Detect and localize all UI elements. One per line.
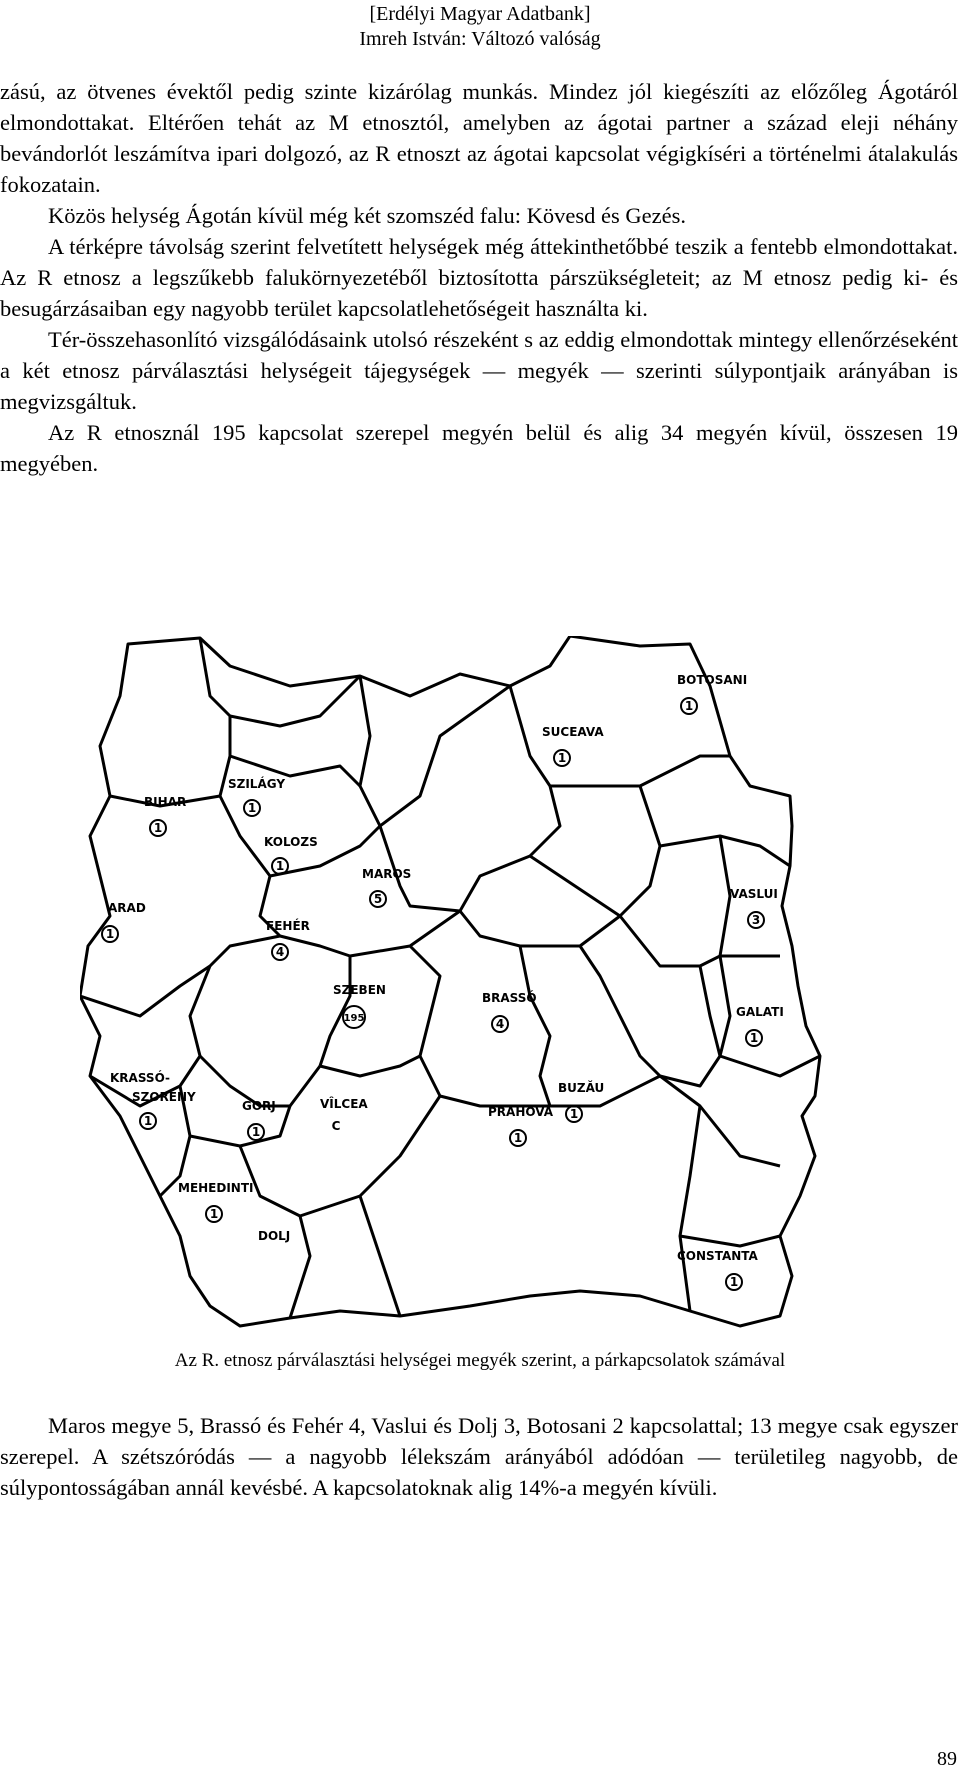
county-count: 1 (684, 699, 694, 713)
page-header (0, 0, 960, 52)
county-label: GORJ (242, 1099, 276, 1113)
county-count: 1 (749, 1031, 759, 1045)
county-count: 1 (209, 1207, 219, 1221)
county-count: C (331, 1119, 341, 1133)
county-label: SZORÉNY (132, 1090, 196, 1104)
county-label: BIHAR (144, 795, 187, 809)
figure-caption: Az R. etnosz párválasztási helységei megyék szerint, a párkapcsolatok számával (174, 1350, 786, 1371)
county-count: 1 (105, 927, 115, 941)
county-label: ARAD (108, 901, 146, 915)
county-label: MAROS (362, 867, 412, 881)
county-label: BOTOSANI (677, 673, 748, 687)
county-count: 4 (495, 1017, 505, 1031)
paragraph: Maros megye 5, Brassó és Fehér 4, Vaslui és Dolj 3, Botosani 2 kapcsolattal; 13 megye csak egyszer szerepel. A szétszóródás — a nagyobb lélekszám arányából adódóan — területileg nagyobb, de súlypontosságában annál kevésbé. A kapcsolatoknak alig 14%-a megyén kívüli. (0, 1413, 958, 1500)
paragraph: Közös helység Ágotán kívül még két szomszéd falu: Kövesd és Gezés. (48, 203, 686, 228)
county-count: 5 (373, 892, 383, 906)
paragraph: Tér-összehasonlító vizsgálódásaink utolsó részeként s az eddig elmondottak mintegy ellenőrzéseként a két etnosz párválasztási helységeit tájegységek — megyék — szerinti súlypontjaik arányában is megvizsgáltuk. (0, 327, 958, 414)
county-count: 3 (751, 913, 761, 927)
county-count: 1 (275, 859, 285, 873)
county-label: KOLOZS (264, 835, 318, 849)
county-label: DOLJ (258, 1229, 291, 1243)
county-label: BRASSÓ (482, 991, 537, 1005)
header-source: [Erdélyi Magyar Adatbank] (369, 3, 591, 25)
county-label: SZEBEN (333, 983, 386, 997)
county-label: MEHEDINTI (178, 1181, 254, 1195)
county-count: 1 (153, 821, 163, 835)
page-number: 89 (937, 1748, 957, 1770)
body-text-bottom (0, 1410, 958, 1503)
county-count: 4 (275, 945, 285, 959)
county-label: SUCEAVA (542, 725, 604, 739)
county-count: 195 (343, 1013, 365, 1024)
paragraph: A térképre távolság szerint felvetített helységek még áttekinthetőbbé teszik a fentebb elmondottakat. Az R etnosz a legszűkebb falukörnyezetéből biztosította párszükségleteit; az M etnosz pedig ki- és besugárzásaiban egy nagyobb terület kapcsolatlehetőségeit használta ki. (0, 234, 958, 321)
county-count: 1 (557, 751, 567, 765)
county-map (80, 636, 940, 1332)
county-label: FEHÉR (266, 919, 310, 933)
county-count: 1 (729, 1275, 739, 1289)
county-label: KRASSÓ- (110, 1071, 170, 1085)
county-count: 1 (569, 1107, 579, 1121)
county-label: BUZĂU (558, 1081, 605, 1095)
county-count: 1 (143, 1114, 153, 1128)
county-label: CONSTANTA (677, 1249, 758, 1263)
county-count: 1 (251, 1125, 261, 1139)
header-title: Imreh István: Változó valóság (359, 28, 601, 50)
county-label: VÎLCEA (320, 1097, 368, 1111)
county-count: 1 (513, 1131, 523, 1145)
county-label: GALATI (736, 1005, 784, 1019)
county-label: VASLUI (730, 887, 778, 901)
map-outline (80, 636, 820, 1326)
paragraph: Az R etnosznál 195 kapcsolat szerepel megyén belül és alig 34 megyén kívül, összesen 19 megyében. (0, 420, 958, 476)
county-count: 1 (247, 801, 257, 815)
paragraph: zású, az ötvenes évektől pedig szinte kizárólag munkás. Mindez jól kiegészíti az előzőleg Ágotáról elmondottakat. Eltérően tehát az M etnosztól, amelyben az ágotai partner a század eleji néhány bevándorlót leszámítva ipari dolgozó, az R etnoszt az ágotai kapcsolat végigkíséri a történelmi átalakulás fokozatain. (0, 79, 958, 197)
body-text-top (0, 76, 958, 479)
county-label: PRAHOVA (488, 1105, 554, 1119)
county-label: SZILÁGY (228, 777, 286, 791)
